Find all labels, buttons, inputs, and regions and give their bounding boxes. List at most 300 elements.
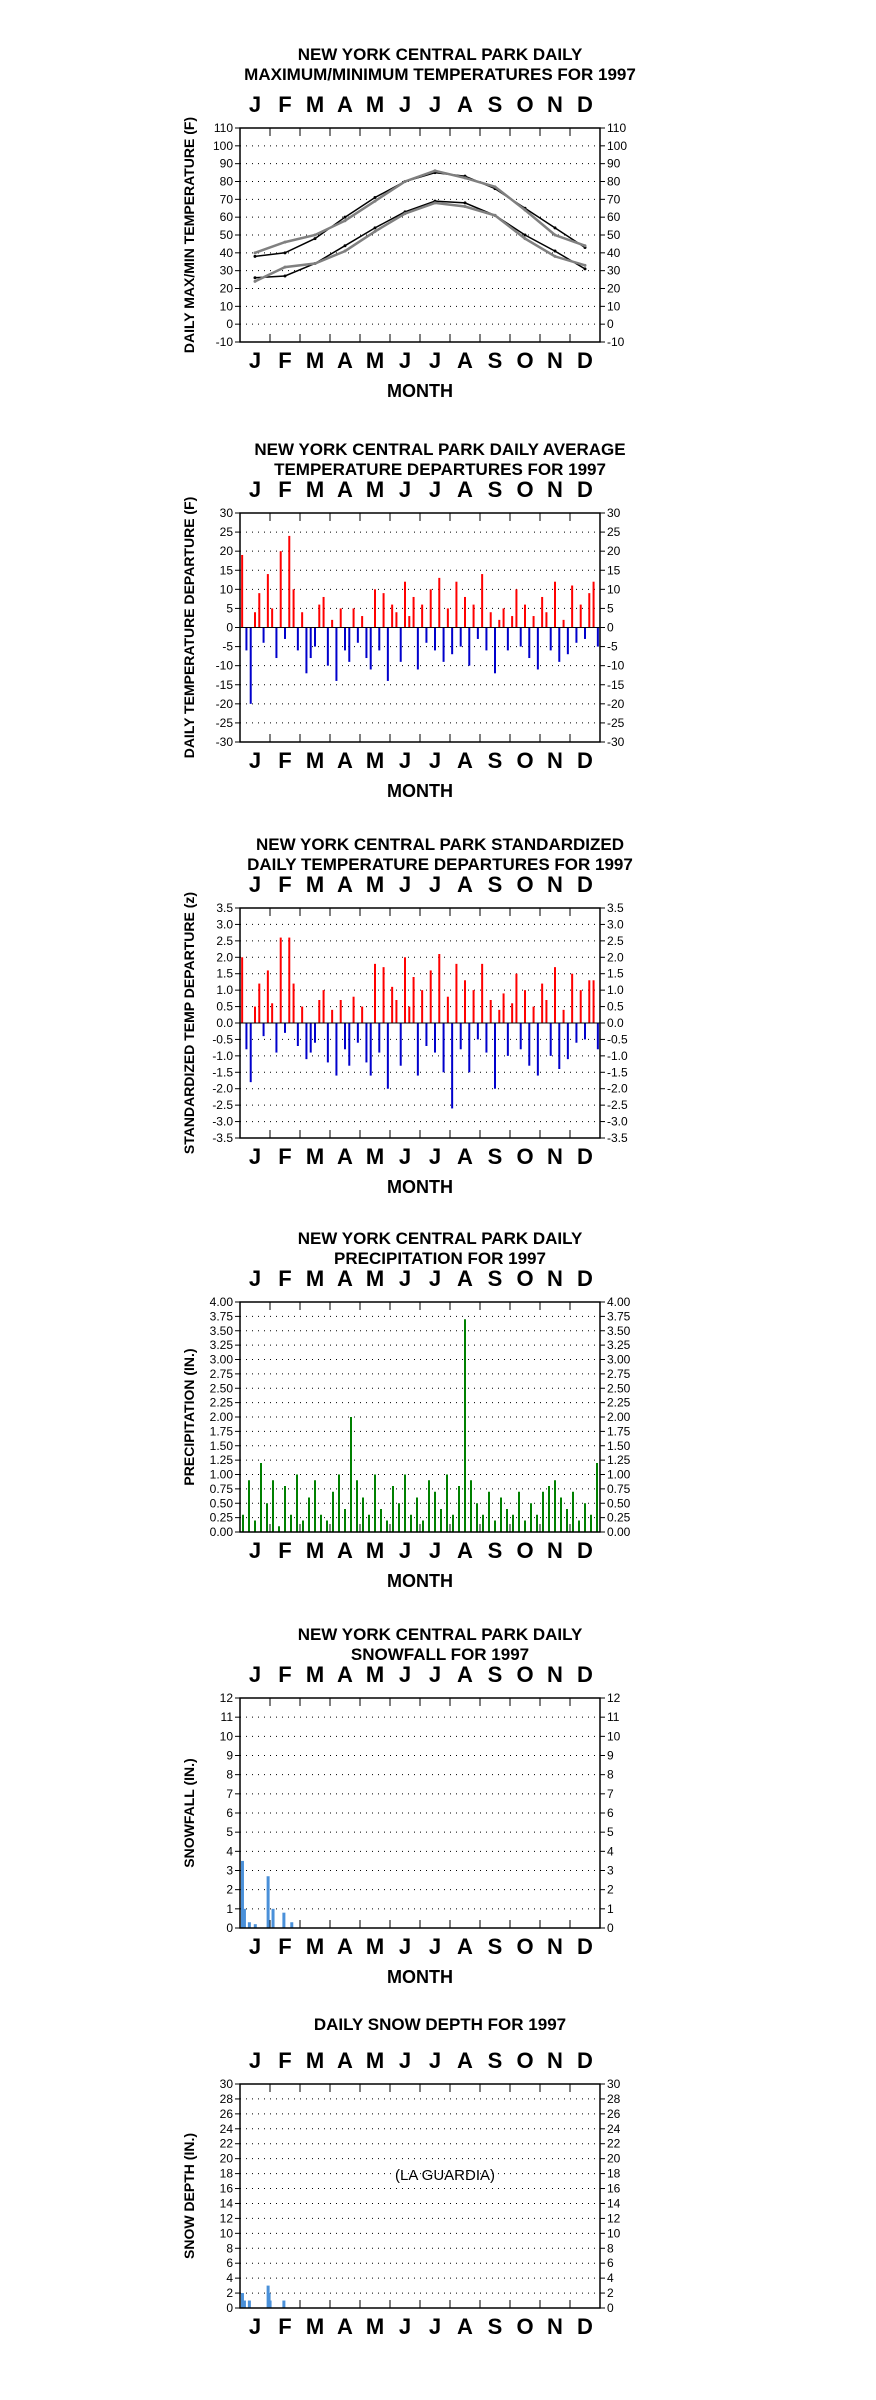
chart-3-month-top: S	[487, 872, 503, 897]
chart-3-bar	[550, 1023, 552, 1056]
chart-1-month-bottom: N	[547, 348, 563, 373]
chart-4-ytick-left: 1.50	[209, 1438, 233, 1453]
chart-1-point-observed-min	[494, 214, 497, 217]
chart-3-ytick-right: 3.5	[607, 901, 624, 915]
chart-5-month-bottom: A	[337, 1934, 353, 1959]
chart-3-bar	[297, 1023, 299, 1046]
chart-6-annotation: (LA GUARDIA)	[394, 2167, 496, 2184]
chart-1-point-observed-max	[554, 234, 557, 237]
chart-4-bar	[596, 1463, 598, 1532]
chart-5-ytick-right: 8	[607, 1767, 614, 1782]
chart-3-month-bottom: S	[487, 1144, 503, 1169]
chart-6-bar	[269, 2301, 272, 2308]
chart-1-ytick-right: -10	[607, 335, 625, 349]
chart-3-ytick-left: -3.0	[212, 1114, 233, 1129]
chart-1-point-observed-max	[254, 251, 257, 254]
chart-2-ytick-left: 0	[226, 620, 233, 635]
chart-5-ylabel: SNOWFALL (IN.)	[181, 1758, 197, 1868]
chart-3-bar	[267, 970, 269, 1023]
chart-1-month-top: A	[457, 92, 473, 117]
chart-1-series-normal-min	[255, 201, 585, 278]
chart-2-bar	[297, 628, 299, 651]
chart-3-ytick-right: 3.0	[607, 917, 624, 932]
chart-3-bar	[344, 1023, 346, 1049]
chart-5-ytick-right: 6	[607, 1806, 614, 1820]
chart-4-bar	[302, 1521, 304, 1533]
chart-2-bar	[288, 536, 290, 628]
chart-4-bar	[344, 1509, 346, 1532]
chart-2-ytick-left: -25	[215, 715, 233, 730]
chart-5-month-top: J	[398, 1662, 412, 1687]
chart-5-ytick-right: 4	[607, 1844, 614, 1859]
chart-3-ytick-left: -0.5	[212, 1032, 233, 1047]
chart-3-bar	[588, 980, 590, 1023]
chart-5-month-bottom: F	[278, 1934, 292, 1959]
chart-5-ytick-right: 11	[607, 1710, 620, 1725]
chart-5-ytick-left: 5	[226, 1825, 233, 1840]
chart-2-bar	[241, 555, 243, 628]
chart-6-ytick-left: 12	[219, 2211, 233, 2226]
chart-1-month-top: D	[577, 92, 593, 117]
chart-4-bar	[368, 1515, 370, 1532]
chart-6-month-top: F	[278, 2048, 292, 2073]
chart-3-bar	[451, 1023, 453, 1108]
chart-5-xlabel: MONTH	[387, 1967, 453, 1987]
chart-4-ylabel: PRECIPITATION (IN.)	[181, 1348, 197, 1486]
chart-4-ytick-right: 1.00	[607, 1467, 631, 1482]
chart-3-bar	[395, 1000, 397, 1023]
chart-3-month-bottom: J	[248, 1144, 262, 1169]
chart-3-bar	[541, 984, 543, 1023]
chart-2-ytick-right: 15	[607, 563, 621, 578]
chart-4-ytick-left: 2.75	[209, 1366, 233, 1381]
chart-2-bar	[245, 628, 247, 651]
chart-3-bar	[430, 970, 432, 1023]
chart-5-month-bottom: J	[398, 1934, 412, 1959]
chart-1-point-observed-max	[404, 180, 407, 183]
chart-3-bar	[425, 1023, 427, 1046]
chart-2-ytick-left: 30	[219, 506, 233, 520]
chart-4-month-bottom: A	[457, 1538, 473, 1563]
chart-2-bar	[413, 597, 415, 628]
chart-3-month-bottom: O	[516, 1144, 534, 1169]
chart-4-month-top: S	[487, 1266, 503, 1291]
chart-2-bar	[567, 628, 569, 655]
chart-5-ytick-left: 6	[226, 1806, 233, 1820]
chart-4-bar	[464, 1319, 466, 1532]
chart-3-ylabel: STANDARDIZED TEMP DEPARTURE (z)	[181, 891, 197, 1155]
chart-4-bar	[560, 1498, 562, 1533]
chart-3-ytick-left: 1.5	[216, 966, 233, 981]
chart-2-bar	[443, 628, 445, 662]
chart-4-bar	[422, 1521, 424, 1533]
chart-3-bar	[503, 993, 505, 1023]
chart-2-month-top: D	[577, 477, 593, 502]
chart-2-bar	[421, 605, 423, 628]
chart-2-bar	[258, 593, 260, 627]
chart-3-bar	[494, 1023, 496, 1089]
chart-3-bar	[575, 1023, 577, 1043]
chart-1-point-normal-max	[554, 226, 557, 229]
chart-5-month-bottom: A	[457, 1934, 473, 1959]
chart-2-bar	[494, 628, 496, 674]
chart-3-ytick-right: -0.5	[607, 1032, 628, 1047]
chart-2-bar	[348, 628, 350, 662]
chart-2-month-bottom: A	[457, 748, 473, 773]
chart-4-month-bottom: J	[428, 1538, 442, 1563]
chart-2-bar	[391, 605, 393, 628]
chart-3-bar	[554, 967, 556, 1023]
chart-2-bar	[460, 628, 462, 647]
chart-2-ytick-right: -25	[607, 715, 625, 730]
chart-2-bar	[425, 628, 427, 643]
chart-3-ytick-left: 2.0	[216, 950, 233, 965]
chart-1-month-bottom: A	[457, 348, 473, 373]
chart-2-month-top: S	[487, 477, 503, 502]
chart-3-bar	[507, 1023, 509, 1056]
chart-4-ytick-right: 4.00	[607, 1295, 631, 1309]
chart-2-bar	[485, 628, 487, 651]
chart-2-bar	[575, 628, 577, 643]
chart-6-month-top: D	[577, 2048, 593, 2073]
chart-1-point-normal-max	[374, 196, 377, 199]
chart-3-bar	[593, 980, 595, 1023]
chart-4-ytick-left: 0.00	[209, 1525, 233, 1539]
chart-3-month-bottom: M	[305, 1144, 325, 1169]
chart-1-month-bottom: M	[305, 348, 325, 373]
chart-2-bar	[434, 628, 436, 651]
chart-3-bar	[378, 1023, 380, 1053]
chart-2-bar	[498, 620, 500, 628]
chart-2-bar	[340, 608, 342, 627]
chart-2-month-bottom: D	[577, 748, 593, 773]
chart-1-point-observed-min	[254, 280, 257, 283]
chart-6-month-top: A	[337, 2048, 353, 2073]
chart-2-bar	[293, 589, 295, 627]
chart-4-month-top: M	[305, 1266, 325, 1291]
chart-4-bar	[284, 1486, 286, 1532]
chart-3-bar	[404, 957, 406, 1023]
chart-2-bar	[550, 628, 552, 651]
chart-3-bar	[580, 990, 582, 1023]
chart-6-ytick-left: 8	[226, 2241, 233, 2256]
chart-3-ytick-right: 1.0	[607, 983, 624, 998]
chart-3-bar	[250, 1023, 252, 1082]
chart-1-point-observed-min	[284, 266, 287, 269]
chart-4-ytick-right: 3.25	[607, 1338, 631, 1353]
chart-5-bar	[282, 1913, 285, 1928]
chart-2-bar	[473, 605, 475, 628]
chart-4-bar	[584, 1503, 586, 1532]
chart-2-month-top: A	[337, 477, 353, 502]
chart-1-point-observed-min	[584, 264, 587, 267]
chart-4-bar	[566, 1509, 568, 1532]
chart-6-ytick-left: 24	[219, 2121, 233, 2136]
chart-3-title-line-1: NEW YORK CENTRAL PARK STANDARDIZED	[255, 835, 625, 854]
chart-1-ytick-right: 60	[607, 210, 621, 225]
chart-1-point-observed-max	[584, 244, 587, 247]
chart-4-ytick-left: 4.00	[209, 1295, 233, 1309]
chart-5-month-bottom: M	[365, 1934, 385, 1959]
chart-6-month-bottom: A	[457, 2314, 473, 2339]
chart-4-month-bottom: N	[547, 1538, 563, 1563]
chart-2-bar	[383, 593, 385, 627]
chart-1-month-bottom: O	[516, 348, 534, 373]
chart-6-ytick-left: 16	[219, 2181, 233, 2196]
chart-3-bar	[485, 1023, 487, 1053]
chart-5-ytick-left: 3	[226, 1863, 233, 1878]
chart-5-ytick-left: 0	[226, 1921, 233, 1935]
chart-4-month-bottom: D	[577, 1538, 593, 1563]
chart-3-month-top: M	[365, 872, 385, 897]
chart-1-ytick-right: 40	[607, 245, 621, 260]
chart-3-bar	[370, 1023, 372, 1076]
chart-2-bar	[490, 612, 492, 627]
chart-1-point-normal-max	[284, 251, 287, 254]
chart-1-month-bottom: J	[248, 348, 262, 373]
chart-2-ytick-left: -30	[215, 735, 233, 749]
chart-3-bar	[288, 938, 290, 1023]
chart-4-ytick-left: 0.50	[209, 1496, 233, 1511]
chart-1-point-normal-max	[254, 255, 257, 258]
chart-5-title-line-2: SNOWFALL FOR 1997	[350, 1645, 530, 1664]
chart-3-bar	[365, 1023, 367, 1062]
chart-2-month-bottom: N	[547, 748, 563, 773]
chart-2-bar	[571, 586, 573, 628]
chart-4-bar	[518, 1492, 520, 1532]
chart-4-bar	[350, 1417, 352, 1532]
chart-1-ytick-right: 90	[607, 156, 621, 171]
chart-1-ytick-right: 110	[607, 121, 627, 135]
chart-4-bar	[578, 1521, 580, 1533]
chart-4-bar	[254, 1521, 256, 1533]
chart-1-point-observed-min	[524, 237, 527, 240]
chart-3-bar	[417, 1023, 419, 1076]
chart-4-bar	[314, 1480, 316, 1532]
chart-4-ytick-right: 1.25	[607, 1453, 631, 1468]
chart-1-ytick-left: 60	[219, 210, 233, 225]
chart-3-ytick-right: -1.5	[607, 1065, 628, 1080]
chart-2-bar	[507, 628, 509, 651]
chart-5-month-top: A	[457, 1662, 473, 1687]
chart-4-bar	[404, 1475, 406, 1533]
chart-6-ytick-right: 2	[607, 2286, 614, 2301]
chart-1-month-top: F	[278, 92, 292, 117]
chart-1-point-normal-min	[284, 275, 287, 278]
chart-2-ytick-right: -15	[607, 677, 625, 692]
chart-2-bar	[477, 628, 479, 639]
chart-3-bar	[515, 974, 517, 1023]
chart-4-bar	[482, 1515, 484, 1532]
chart-3-ytick-right: -2.0	[607, 1081, 628, 1096]
chart-5-ytick-right: 5	[607, 1825, 614, 1840]
chart-2-bar	[593, 582, 595, 628]
chart-2-ytick-right: -10	[607, 658, 625, 673]
chart-3-ytick-left: -1.5	[212, 1065, 233, 1080]
chart-1-point-observed-max	[464, 176, 467, 179]
chart-6-month-top: N	[547, 2048, 563, 2073]
chart-5-ytick-right: 0	[607, 1921, 614, 1935]
chart-3-month-bottom: N	[547, 1144, 563, 1169]
chart-6-ytick-left: 2	[226, 2286, 233, 2301]
chart-4-month-top: M	[365, 1266, 385, 1291]
chart-4-bar	[524, 1521, 526, 1533]
chart-2-ytick-left: 15	[219, 563, 233, 578]
chart-4-bar	[320, 1515, 322, 1532]
chart-3-bar	[468, 1023, 470, 1072]
chart-2-bar	[275, 628, 277, 659]
chart-4-ytick-left: 0.25	[209, 1510, 233, 1525]
chart-6-bar	[243, 2301, 246, 2308]
chart-6-month-top: M	[365, 2048, 385, 2073]
chart-2-month-top: N	[547, 477, 563, 502]
chart-6-month-top: M	[305, 2048, 325, 2073]
chart-4-bar	[296, 1475, 298, 1533]
chart-3-bar	[280, 938, 282, 1023]
chart-3-bar	[434, 1023, 436, 1053]
chart-5-ytick-left: 10	[219, 1729, 233, 1744]
chart-1-ytick-left: 20	[219, 281, 233, 296]
chart-6-ytick-right: 20	[607, 2151, 621, 2166]
chart-4-month-top: O	[516, 1266, 534, 1291]
chart-6-ytick-left: 6	[226, 2256, 233, 2271]
chart-2-bar	[387, 628, 389, 681]
chart-6-month-bottom: J	[248, 2314, 262, 2339]
chart-1-month-top: S	[487, 92, 503, 117]
chart-2-bar	[395, 612, 397, 627]
chart-3-ytick-right: -3.5	[607, 1131, 628, 1145]
chart-2-bar	[511, 616, 513, 627]
chart-2-bar	[310, 628, 312, 659]
chart-1-point-observed-max	[314, 234, 317, 237]
chart-3-bar	[284, 1023, 286, 1033]
chart-6-month-top: A	[457, 2048, 473, 2073]
chart-6-month-bottom: D	[577, 2314, 593, 2339]
chart-5-month-top: J	[428, 1662, 442, 1687]
chart-1-point-normal-max	[314, 237, 317, 240]
chart-2-month-top: M	[305, 477, 325, 502]
chart-3-ytick-left: 0.0	[216, 1016, 233, 1030]
chart-3-ytick-right: -1.0	[607, 1048, 628, 1063]
chart-6-ytick-right: 6	[607, 2256, 614, 2271]
chart-6-ytick-left: 18	[219, 2166, 233, 2181]
chart-2-title-line-2: TEMPERATURE DEPARTURES FOR 1997	[274, 460, 606, 479]
chart-4-bar	[476, 1503, 478, 1532]
chart-2-ytick-left: -10	[215, 658, 233, 673]
chart-3-bar	[271, 1003, 273, 1023]
chart-1-month-bottom: J	[428, 348, 442, 373]
chart-1-point-normal-min	[584, 267, 587, 270]
chart-3-bar	[413, 977, 415, 1023]
chart-1-month-top: M	[305, 92, 325, 117]
chart-1-ytick-left: 80	[219, 174, 233, 189]
chart-6-ytick-right: 12	[607, 2211, 621, 2226]
chart-2-bar	[323, 597, 325, 628]
chart-5-bar	[248, 1922, 251, 1928]
chart-2-bar	[267, 574, 269, 627]
chart-4-bar	[458, 1486, 460, 1532]
chart-4-month-bottom: S	[487, 1538, 503, 1563]
chart-4-bar	[452, 1515, 454, 1532]
chart-4-month-top: F	[278, 1266, 292, 1291]
chart-4-bar	[260, 1463, 262, 1532]
chart-3-bar	[524, 990, 526, 1023]
chart-5-ytick-right: 9	[607, 1748, 614, 1763]
chart-2-bar	[558, 628, 560, 662]
chart-2-month-top: J	[398, 477, 412, 502]
chart-3-bar	[348, 1023, 350, 1066]
chart-4-month-bottom: J	[398, 1538, 412, 1563]
chart-3-bar	[533, 1007, 535, 1023]
chart-3-bar	[335, 1023, 337, 1076]
chart-6-ytick-right: 22	[607, 2136, 621, 2151]
chart-3-bar	[305, 1023, 307, 1059]
chart-4-bar	[398, 1503, 400, 1532]
chart-6-ytick-left: 20	[219, 2151, 233, 2166]
chart-3-month-top: D	[577, 872, 593, 897]
chart-4-bar	[380, 1509, 382, 1532]
chart-2-bar	[344, 628, 346, 651]
chart-2-ytick-right: 5	[607, 601, 614, 616]
chart-6-ytick-right: 24	[607, 2121, 621, 2136]
chart-3-ytick-left: -3.5	[212, 1131, 233, 1145]
chart-5-month-top: M	[365, 1662, 385, 1687]
chart-1-month-bottom: J	[398, 348, 412, 373]
chart-4-bar	[572, 1492, 574, 1532]
chart-2-bar	[588, 593, 590, 627]
chart-4-ytick-right: 3.50	[607, 1323, 631, 1338]
chart-2-bar	[357, 628, 359, 643]
chart-1-ytick-left: 30	[219, 263, 233, 278]
chart-5-month-top: N	[547, 1662, 563, 1687]
chart-1-ytick-left: 10	[219, 299, 233, 314]
chart-3-month-top: J	[248, 872, 262, 897]
chart-6-month-bottom: F	[278, 2314, 292, 2339]
chart-2-bar	[455, 582, 457, 628]
chart-3-bar	[400, 1023, 402, 1066]
chart-2-bar	[361, 616, 363, 627]
chart-4-bar	[494, 1521, 496, 1533]
chart-3-ytick-right: 2.0	[607, 950, 624, 965]
chart-2-month-bottom: M	[305, 748, 325, 773]
chart-4-month-top: N	[547, 1266, 563, 1291]
chart-6-ytick-right: 14	[607, 2196, 621, 2211]
chart-3-ytick-right: -2.5	[607, 1098, 628, 1113]
chart-4-ytick-right: 0.25	[607, 1510, 631, 1525]
chart-4-bar	[278, 1526, 280, 1532]
chart-2-ytick-right: -30	[607, 735, 625, 749]
chart-3-month-top: A	[457, 872, 473, 897]
chart-1-point-normal-min	[524, 234, 527, 237]
chart-3-month-top: J	[398, 872, 412, 897]
chart-3-month-bottom: J	[398, 1144, 412, 1169]
chart-3-ytick-left: 3.0	[216, 917, 233, 932]
chart-4-month-bottom: M	[365, 1538, 385, 1563]
chart-5-month-bottom: S	[487, 1934, 503, 1959]
chart-1-title-line-2: MAXIMUM/MINIMUM TEMPERATURES FOR 1997	[244, 65, 636, 84]
chart-2-month-top: J	[248, 477, 262, 502]
chart-1-ytick-right: 80	[607, 174, 621, 189]
chart-1-ytick-left: 70	[219, 192, 233, 207]
chart-5-ytick-left: 4	[226, 1844, 233, 1859]
chart-2-bar	[580, 605, 582, 628]
chart-4-bar	[512, 1515, 514, 1532]
chart-4-bar	[356, 1480, 358, 1532]
chart-4-bar	[326, 1521, 328, 1533]
chart-4-ytick-left: 1.75	[209, 1424, 233, 1439]
chart-5-bar	[272, 1909, 275, 1928]
chart-4-bar	[470, 1480, 472, 1532]
